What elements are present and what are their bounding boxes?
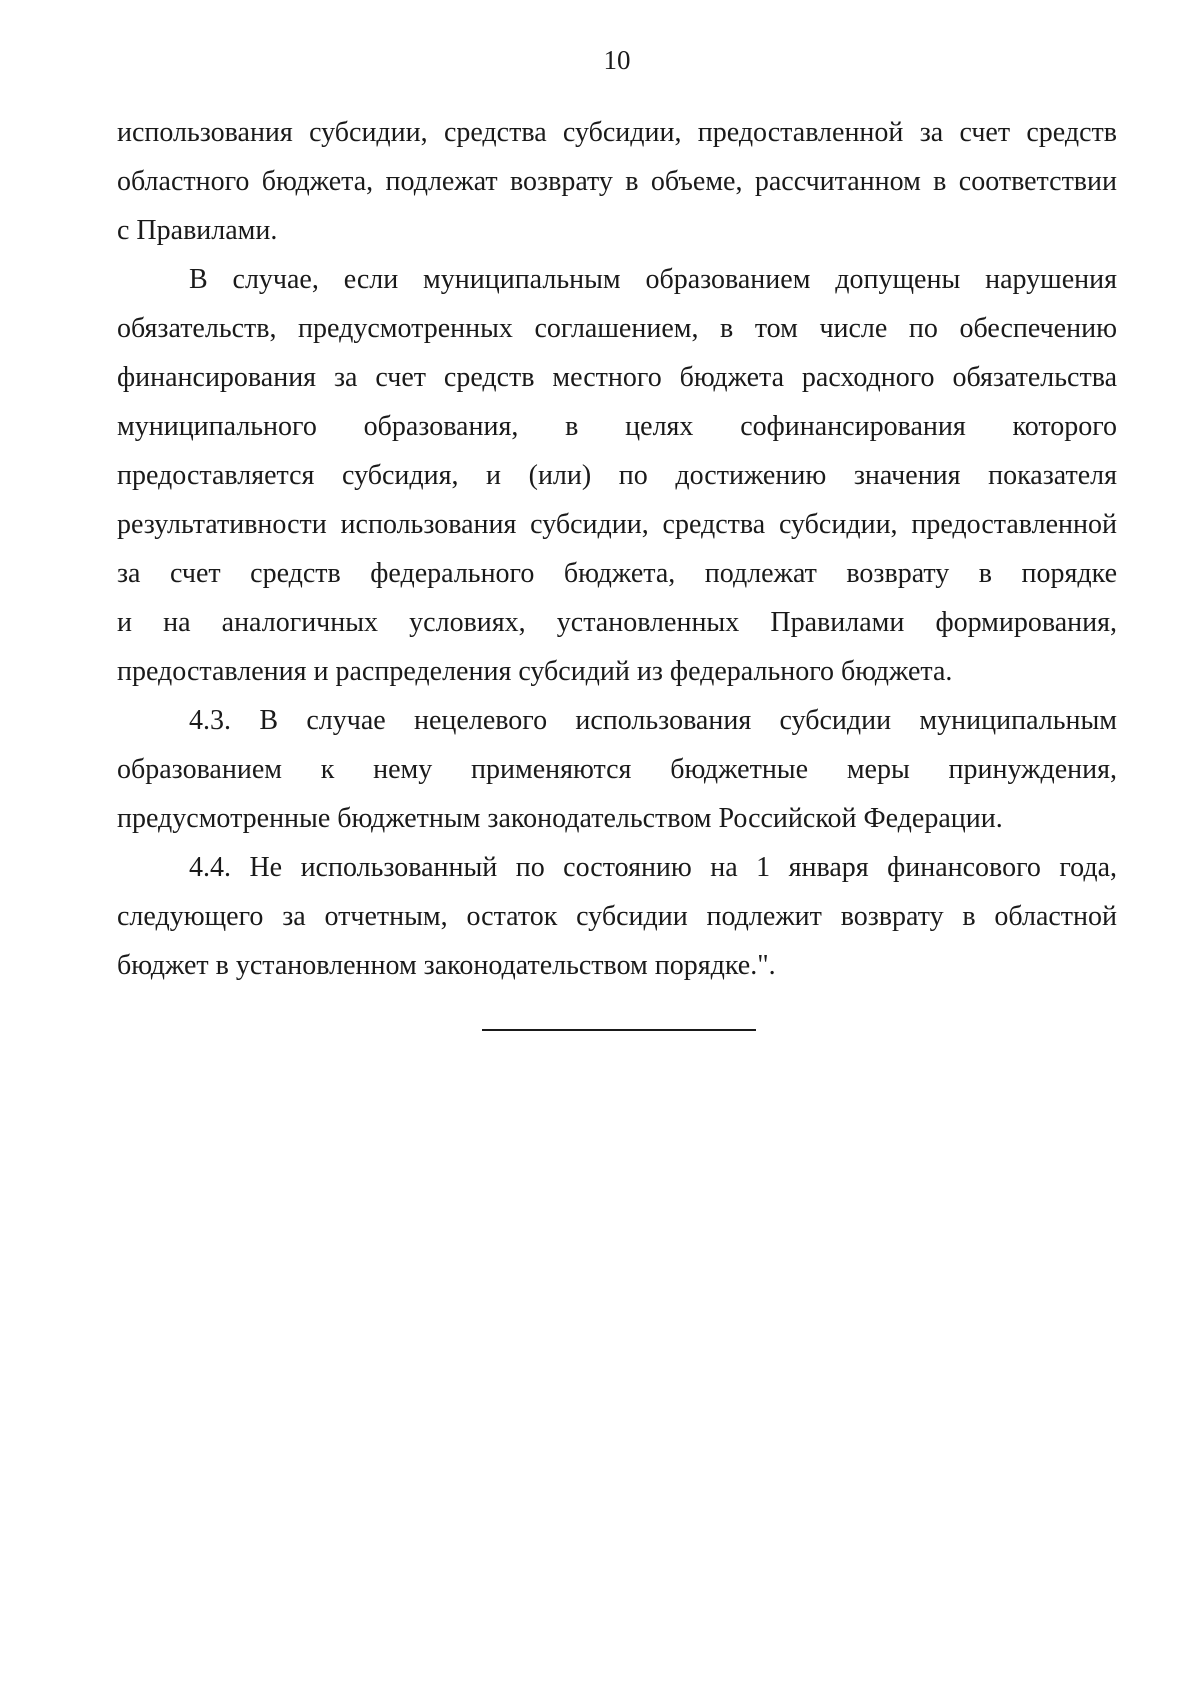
paragraph-federal-subsidy bbox=[117, 255, 1117, 696]
text-line: бюджет в установленном законодательством порядке.". bbox=[117, 950, 776, 981]
text-line: В случае, если муниципальным образованием допущены нарушения bbox=[189, 264, 1117, 295]
text-line: образованием к нему применяются бюджетные меры принуждения, bbox=[117, 754, 1117, 785]
text-line: областного бюджета, подлежат возврату в объеме, рассчитанном в соответствии bbox=[117, 166, 1117, 197]
text-line: и на аналогичных условиях, установленных Правилами формирования, bbox=[117, 607, 1117, 638]
text-line: предоставления и распределения субсидий из федерального бюджета. bbox=[117, 656, 953, 687]
text-line: муниципального образования, в целях софинансирования которого bbox=[117, 411, 1117, 442]
document-body bbox=[117, 108, 1117, 990]
text-line: за счет средств федерального бюджета, подлежат возврату в порядке bbox=[117, 558, 1117, 589]
text-line: 4.3. В случае нецелевого использования субсидии муниципальным bbox=[189, 705, 1117, 736]
paragraph-4-4 bbox=[117, 843, 1117, 990]
paragraph-4-3 bbox=[117, 696, 1117, 843]
text-line: финансирования за счет средств местного бюджета расходного обязательства bbox=[117, 362, 1117, 393]
end-separator-line bbox=[482, 1029, 756, 1031]
paragraph-continuation bbox=[117, 108, 1117, 255]
text-line: предоставляется субсидия, и (или) по достижению значения показателя bbox=[117, 460, 1117, 491]
text-line: использования субсидии, средства субсидии, предоставленной за счет средств bbox=[117, 117, 1117, 148]
text-line: с Правилами. bbox=[117, 215, 278, 246]
page-number: 10 bbox=[603, 45, 631, 75]
text-line: предусмотренные бюджетным законодательством Российской Федерации. bbox=[117, 803, 1003, 834]
text-line: следующего за отчетным, остаток субсидии подлежит возврату в областной bbox=[117, 901, 1117, 932]
text-line: результативности использования субсидии, средства субсидии, предоставленной bbox=[117, 509, 1117, 540]
text-line: обязательств, предусмотренных соглашением, в том числе по обеспечению bbox=[117, 313, 1117, 344]
text-line: 4.4. Не использованный по состоянию на 1 января финансового года, bbox=[189, 852, 1117, 883]
